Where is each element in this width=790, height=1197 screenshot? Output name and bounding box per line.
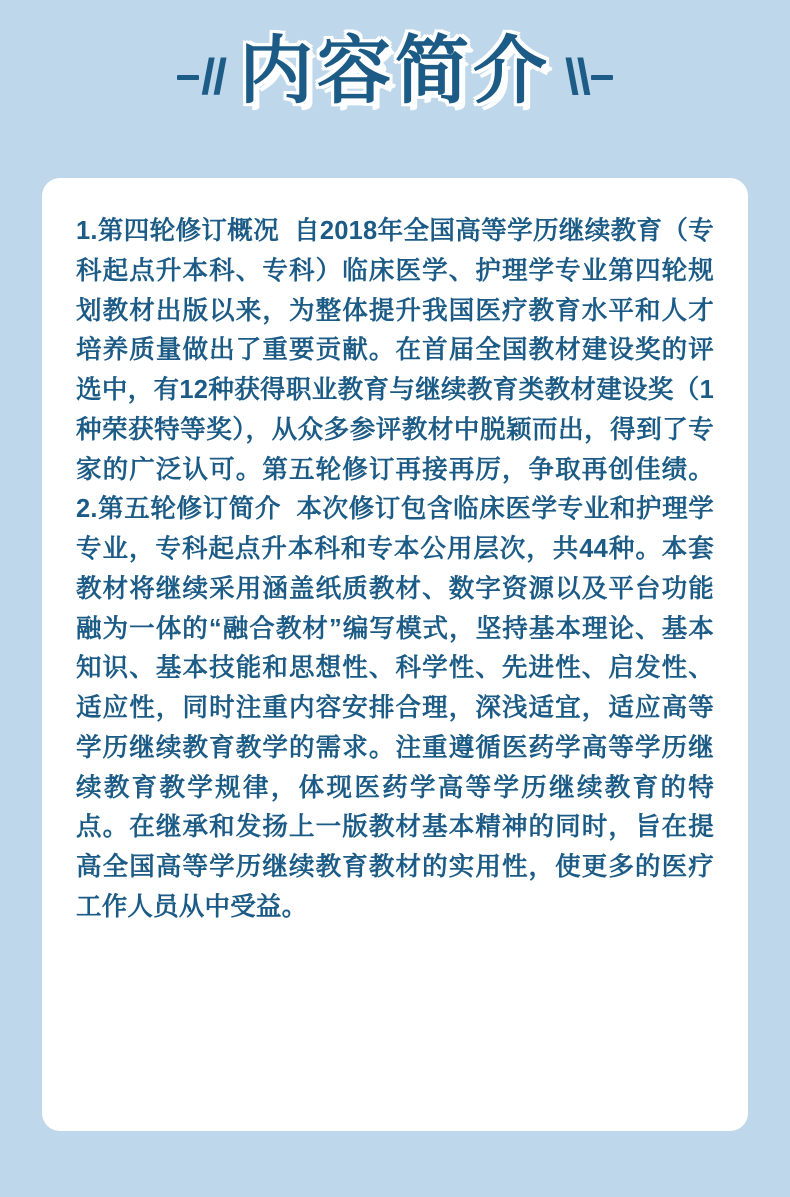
dash-right-icon	[591, 75, 613, 80]
content-body-text: 1.第四轮修订概况 自2018年全国高等学历继续教育（专科起点升本科、专科）临床医学、护理学专业第四轮规划教材出版以来，为整体提升我国医疗教育水平和人才培养质量做出了重要贡献。在首届全国教材建设奖的评选中，有12种获得职业教育与继续教育类教材建设奖（1种荣获特等奖），从众多参评教材中脱颖而出，得到了专家的广泛认可。第五轮修订再接再厉，争取再创佳绩。 2.第五轮修订简介 本次修订包含临床医学专业和护理学专业，专科起点升本科和专本公用层次，共44种。本套教材将继续采用涵盖纸质教材、数字资源以及平台功能融为一体的“融合教材”编写模式，坚持基本理论、基本知识、基本技能和思想性、科学性、先进性、启发性、适应性，同时注重内容安排合理，深浅适宜，适应高等学历继续教育教学的需求。注重遵循医药学高等学历继续教育教学规律，体现医药学高等学历继续教育的特点。在继承和发扬上一版教材基本精神的同时，旨在提高全国高等学历继续教育教材的实用性，使更多的医疗工作人员从中受益。	[76, 217, 729, 922]
decoration-left-icon	[177, 49, 225, 105]
page-title: 内容简介	[239, 29, 551, 112]
decoration-right-icon	[565, 49, 613, 105]
page-header	[0, 0, 790, 170]
double-slash-right-icon: \\	[565, 49, 589, 105]
content-card	[42, 178, 748, 1131]
double-slash-left-icon: //	[201, 49, 225, 105]
dash-left-icon	[177, 75, 199, 80]
header-inner	[177, 29, 613, 112]
